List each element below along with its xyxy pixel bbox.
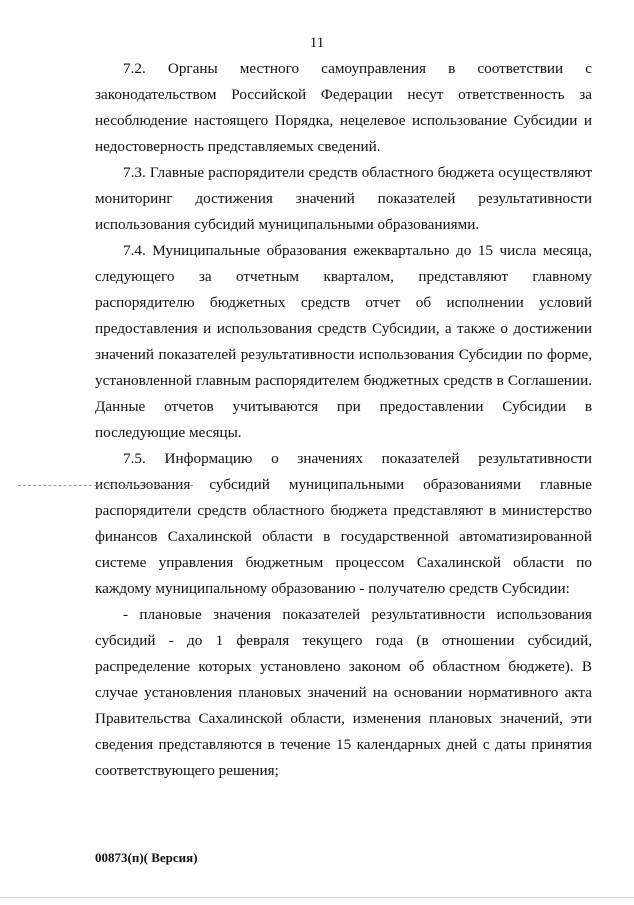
scan-edge-line	[0, 897, 634, 898]
page-number: 11	[309, 35, 325, 51]
paragraph-list-item: - плановые значения показателей результативности использования субсидий - до 1 февраля текущего года (в отношении субсидий, распределение которых установлено законом об областном бюджете). В случае установления плановых значений на основании нормативного акта Правительства Сахалинской области, изменения плановых значений, эти сведения представляются в течение 15 календарных дней с даты принятия соответствующего решения;	[95, 606, 592, 779]
scan-artifact-line	[18, 485, 193, 486]
paragraph-7-2: 7.2. Органы местного самоуправления в соответствии с законодательством Российской Федерации несут ответственность за несоблюдение настоящего Порядка, нецелевое использование Субсидии и недостоверность представляемых сведений.	[95, 60, 592, 155]
paragraph-7-4: 7.4. Муниципальные образования ежеквартально до 15 числа месяца, следующего за отчетным кварталом, представляют главному распорядителю бюджетных средств отчет об исполнении условий предоставления и использования средств Субсидии, а также о достижении значений показателей результативности использования Субсидии по форме, установленной главным распорядителем бюджетных средств в Соглашении. Данные отчетов учитываются при предоставлении Субсидии в последующие месяцы.	[95, 242, 592, 441]
footer-document-code: 00873(п)( Версия)	[95, 850, 198, 865]
paragraph-7-3: 7.3. Главные распорядители средств областного бюджета осуществляют мониторинг достижения значений показателей результативности использования субсидий муниципальными образованиями.	[95, 164, 592, 233]
paragraph-7-5: 7.5. Информацию о значениях показателей результативности использования субсидий муниципальными образованиями главные распорядители средств областного бюджета представляют в министерство финансов Сахалинской области в государственной автоматизированной системе управления бюджетным процессом Сахалинской области по каждому муниципальному образованию - получателю средств Субсидии:	[95, 450, 592, 597]
document-body	[95, 56, 592, 784]
